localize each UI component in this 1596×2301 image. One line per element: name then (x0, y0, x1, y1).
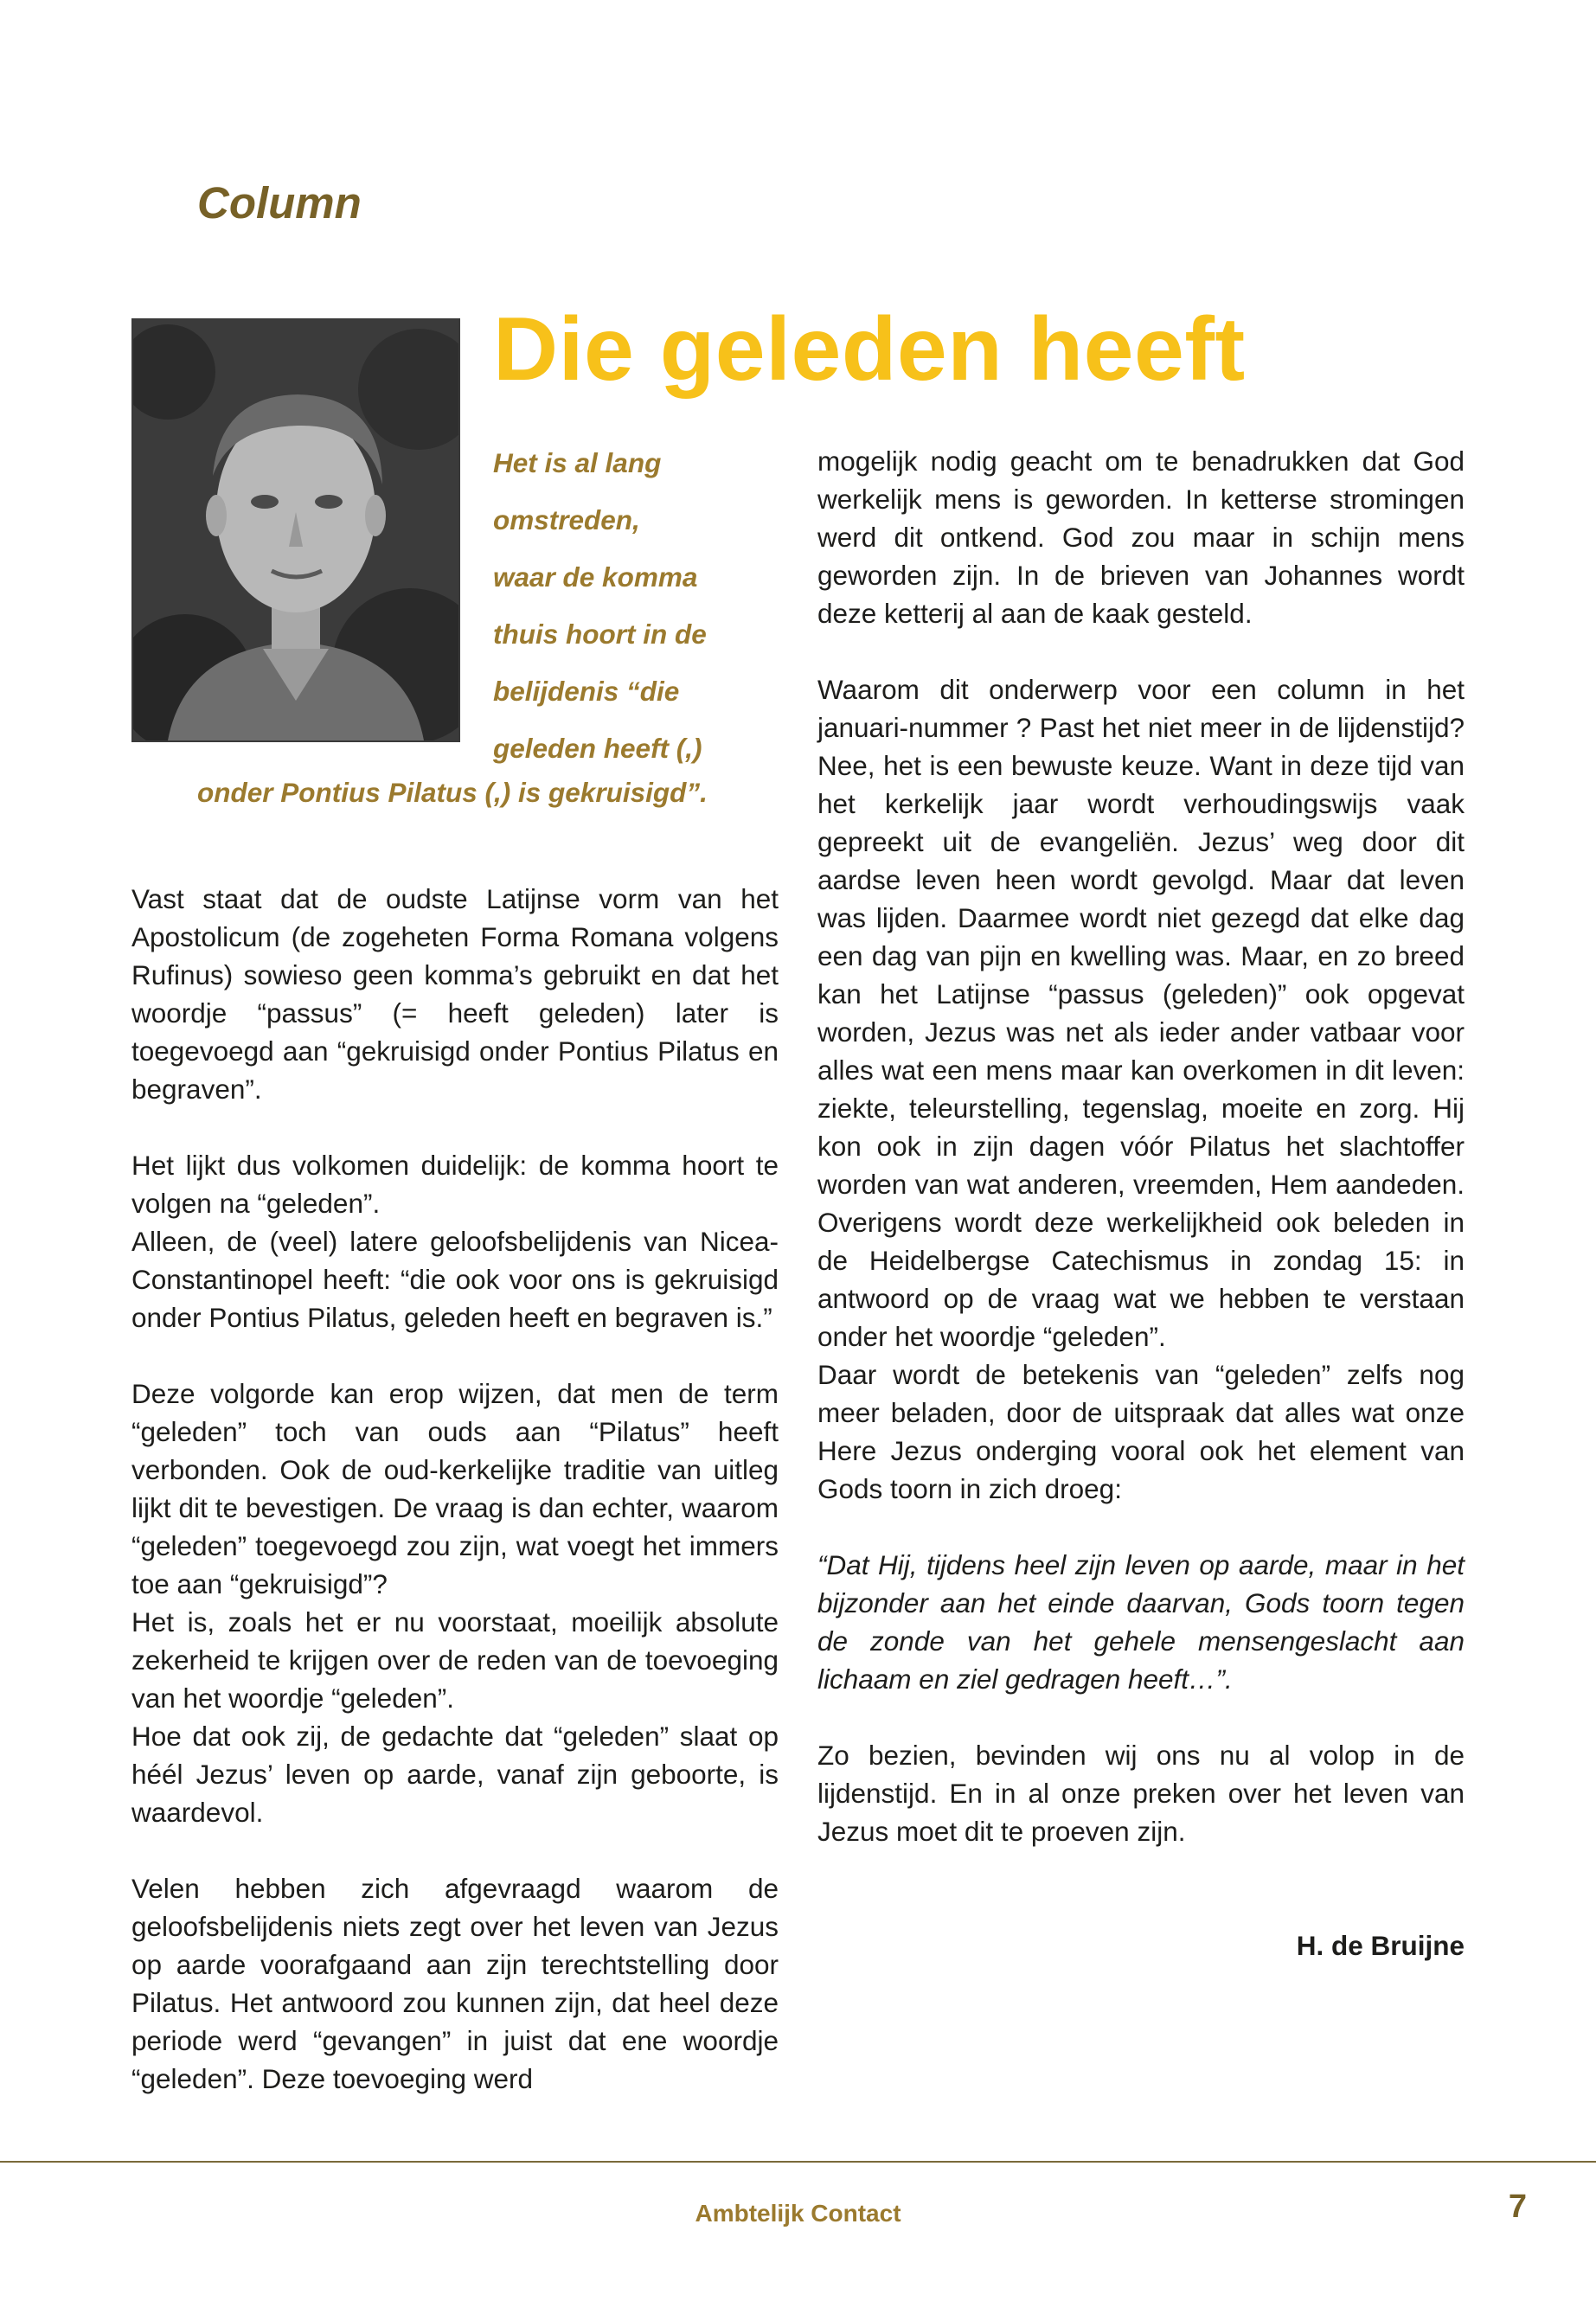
body-paragraph: Zo bezien, bevinden wij ons nu al volop in de lijdenstijd. En in al onze preken over het leven van Jezus moet dit te proeven zijn. (817, 1740, 1465, 1847)
body-column-right (817, 442, 1465, 1965)
body-paragraph: Vast staat dat de oudste Latijnse vorm van het Apostolicum (de zogeheten Forma Romana volgens Rufinus) sowieso geen komma’s gebruikt en dat het woordje “passus” (= heeft geleden) later is toegevoegd aan “gekruisigd onder Pontius Pilatus en begraven”. (131, 883, 779, 1105)
article-title: Die geleden heeft (493, 299, 1246, 400)
intro-line: waar de komma (493, 561, 698, 593)
intro-line: omstreden, (493, 504, 640, 535)
body-paragraph: Waarom dit onderwerp voor een column in het januari-nummer ? Past het niet meer in de lijdenstijd? Nee, het is een bewuste keuze. Want in deze tijd van het kerkelijk jaar wordt verhoudingswijs vaak gepreekt uit de evangeliën. Jezus’ weg door dit aardse leven heen wordt gevolgd. Maar dat leven was lijden. Daarmee wordt niet gezegd dat elke dag een dag van pijn en kwelling was. Maar, en zo breed kan het Latijnse “passus (geleden)” ook opgevat worden, Jezus was net als ieder ander vatbaar voor alles wat een mens maar kan overkomen in dit leven: ziekte, teleurstelling, tegenslag, moeite en zorg. Hij kon ook in zijn dagen vóór Pilatus het slachtoffer worden van wat anderen, vreemden, Hem aandeden. Overigens wordt deze werkelijkheid ook beleden in de Heidelbergse Catechismus in zondag 15: in antwoord op de vraag wat we hebben te verstaan onder het woordje “geleden”. (817, 674, 1465, 1352)
catechism-quote: “Dat Hij, tijdens heel zijn leven op aarde, maar in het bijzonder aan het einde daarvan, Gods toorn tegen de zonde van het gehele mensengeslacht aan lichaam en ziel gedragen heeft…”. (817, 1549, 1465, 1695)
intro-line: geleden heeft (,) (493, 733, 702, 764)
intro-line: belijdenis “die (493, 676, 680, 707)
body-column-left (131, 880, 779, 2098)
portrait-illustration (133, 320, 458, 740)
page-number: 7 (1508, 2189, 1527, 2225)
intro-line-final: onder Pontius Pilatus (,) is gekruisigd”. (197, 777, 708, 808)
body-paragraph: Het is, zoals het er nu voorstaat, moeilijk absolute zekerheid te krijgen over de reden van de toevoeging van het woordje “geleden”. (131, 1606, 779, 1714)
body-paragraph: Daar wordt de betekenis van “geleden” zelfs nog meer beladen, door de uitspraak dat alles wat onze Here Jezus onderging vooral ook het element van Gods toorn in zich droeg: (817, 1359, 1465, 1504)
footer-divider (0, 2161, 1596, 2163)
body-paragraph: Het lijkt dus volkomen duidelijk: de komma hoort te volgen na “geleden”. (131, 1150, 779, 1219)
intro-line: Het is al lang (493, 447, 662, 478)
footer-publication-title: Ambtelijk Contact (695, 2200, 901, 2227)
body-paragraph: mogelijk nodig geacht om te benadrukken dat God werkelijk mens is geworden. In ketterse stromingen werd dit ontkend. God zou maar in schijn mens geworden zijn. In de brieven van Johannes wordt deze ketterij al aan de kaak gesteld. (817, 445, 1465, 629)
body-paragraph: Alleen, de (veel) latere geloofsbelijdenis van Nicea-Constantinopel heeft: “die ook voor ons is gekruisigd onder Pontius Pilatus, geleden heeft en begraven is.” (131, 1226, 779, 1333)
body-paragraph: Deze volgorde kan erop wijzen, dat men de term “geleden” toch van ouds aan “Pilatus” heeft verbonden. Ook de oud-kerkelijke traditie van uitleg lijkt dit te bevestigen. De vraag is dan echter, waarom “geleden” toegevoegd zou zijn, wat voegt het immers toe aan “gekruisigd”? (131, 1378, 779, 1599)
section-label: Column (197, 178, 362, 228)
intro-pull-quote (493, 434, 707, 777)
intro-line: thuis hoort in de (493, 619, 707, 650)
author-name: H. de Bruijne (1296, 1930, 1465, 1961)
author-portrait-photo (131, 318, 460, 742)
body-paragraph: Hoe dat ook zij, de gedachte dat “geleden” slaat op héél Jezus’ leven op aarde, vanaf zijn geboorte, is waardevol. (131, 1721, 779, 1828)
body-paragraph: Velen hebben zich afgevraagd waarom de geloofsbelijdenis niets zegt over het leven van Jezus op aarde voorafgaand aan zijn terechtstelling door Pilatus. Het antwoord zou kunnen zijn, dat heel deze periode werd “gevangen” in juist dat ene woordje “geleden”. Deze toevoeging werd (131, 1873, 779, 2094)
